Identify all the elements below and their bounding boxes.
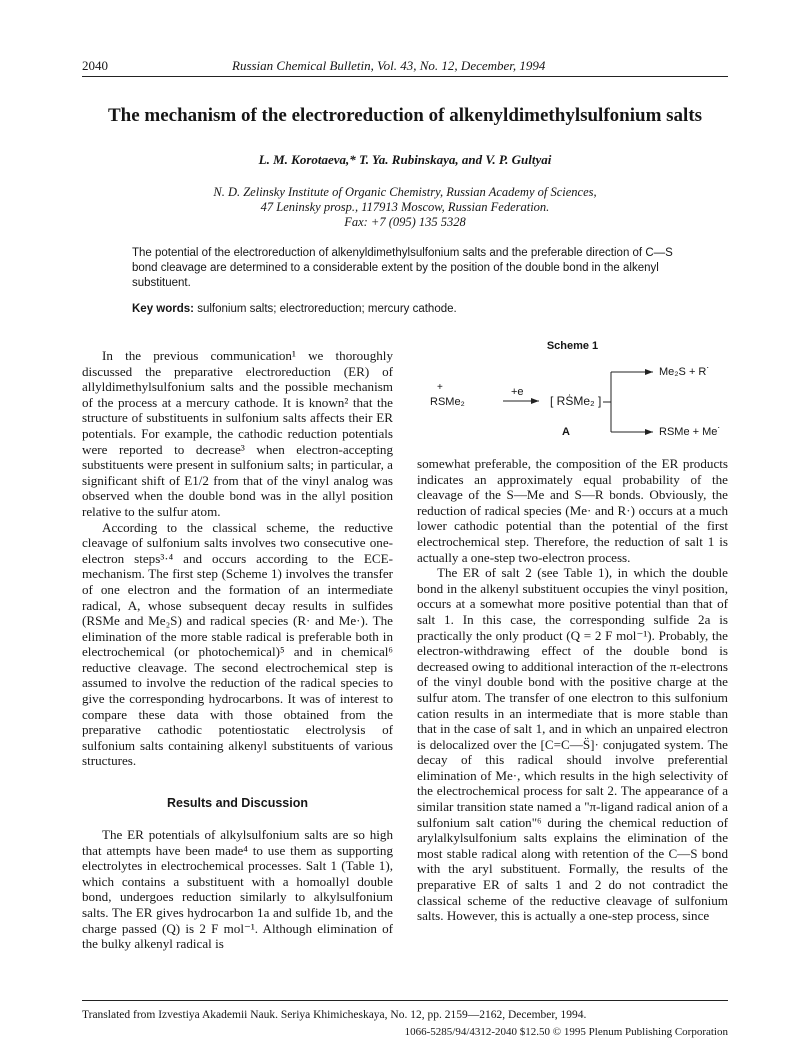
abstract: The potential of the electroreduction of alkenyldimethylsulfonium salts and the preferable direction of C—S bond cleavage are determined to a considerable extent by the position of the double bond in the alkenyl substituent. bbox=[132, 247, 673, 289]
scheme-title: Scheme 1 bbox=[546, 340, 599, 352]
keywords-label: Key words: bbox=[132, 303, 194, 315]
reactant-charge: + bbox=[437, 382, 443, 393]
keywords-text: sulfonium salts; electroreduction; mercury cathode. bbox=[197, 303, 457, 315]
translation-note: Translated from Izvestiya Akademii Nauk. Seriya Khimicheskaya, No. 12, pp. 2159—2162, December, 1994. bbox=[82, 1009, 587, 1021]
journal-citation: Russian Chemical Bulletin, Vol. 43, No. 12, December, 1994 bbox=[232, 58, 546, 73]
body-paragraph: The ER potentials of alkylsulfonium salts are so high that attempts have been made⁴ to use them as supporting electrolytes in electrochemical processes. Salt 1 (Table 1), which contains a substituent with a homoallyl double bond, undergoes reduction similarly to alkylsulfonium salts. The ER gives hydrocarbon 1a and sulfide 1b, and the charge passed (Q) is 2 F mol⁻¹. Although elimination of the bulky alkenyl radical is bbox=[82, 827, 393, 952]
intermediate: [ RṠMe₂ ] bbox=[550, 394, 602, 408]
keywords bbox=[132, 303, 678, 315]
paper-title: The mechanism of the electroreduction of alkenyldimethylsulfonium salts bbox=[107, 105, 703, 126]
author-list: L. M. Korotaeva,* T. Ya. Rubinskaya, and V. P. Gultyai bbox=[258, 152, 552, 167]
affiliation-line: Fax: +7 (095) 135 5328 bbox=[344, 215, 466, 229]
footer bbox=[82, 1000, 728, 1038]
body-paragraph: somewhat preferable, the composition of the ER products indicates an approximately equal probability of the cleavage of the S—Me and S—R bonds. Obviously, the reduction of radical species (Me· and R·) occurs at a much lower cathodic potential than the potential of the first electrochemical step. Therefore, the reduction of salt 1 is actually a one-step two-electron process. bbox=[417, 456, 728, 565]
left-column-top bbox=[82, 348, 393, 769]
body-paragraph: According to the classical scheme, the reductive cleavage of sulfonium salts involves two consecutive one-electron steps³·⁴ and occurs according to the ECE-mechanism. The first step (Scheme 1) involves the transfer of one electron and the formation of an intermediate radical, A, whose subsequent decay results in sulfides (RSMe and Me₂S) and radical species (R· and Me·). The elimination of the more stable radical is preferable both in electrochemical (or photochemical)⁵ and in chemical⁶ reductive cleavage. The second electrochemical step is assumed to involve the reduction of the radical species to give the corresponding hydrocarbons. It was of interest to compare these data with those obtained from the preparative cathodic potentiostatic electrolysis of sulfonium salts containing alkenyl substituents of various structures. bbox=[82, 519, 393, 769]
reaction-scheme bbox=[417, 340, 728, 450]
affiliation bbox=[82, 185, 728, 230]
intermediate-label: A bbox=[562, 426, 570, 438]
reactant: RSMe₂ bbox=[430, 396, 465, 408]
arrow-label: +e bbox=[511, 386, 524, 398]
body-paragraph: In the previous communication¹ we thoroughly discussed the preparative electroreduction (ER) of allyldimethylsulfonium salts and the possible mechanism of the process at a mercury cathode. It is known² that the structure of substituents in sulfonium salts affects their ER potentials. For example, the cathodic reduction potentials were reported to decrease³ when electron-accepting substituents were present in sulfonium salts; in particular, a significant shift of E1/2 from that of the vinyl analog was observed when the double bond was in the allyl position relative to the sulfur atom. bbox=[82, 348, 393, 519]
product-bottom: RSMe + Me˙ bbox=[659, 426, 722, 438]
copyright-line: 1066-5285/94/4312-2040 $12.50 © 1995 Plenum Publishing Corporation bbox=[404, 1026, 728, 1038]
running-header bbox=[82, 58, 728, 77]
left-column-bottom bbox=[82, 827, 393, 952]
body-paragraph: The ER of salt 2 (see Table 1), in which the double bond in the alkenyl substituent occupies the vinyl position, occurs at a somewhat more positive potential than that of salt 1. In this case, the corresponding sulfide 2a is practically the only product (Q = 2 F mol⁻¹). Probably, the electron-withdrawing effect of the double bond is decreased owing to additional interaction of the π-electrons of the vinyl double bond with the positive charge at the sulfur atom. The transfer of one electron to this sulfonium cation results in an intermediate that is more stable than that in the case of salt 1, and in which an unpaired electron is delocalized over the [C=C—S̈]· conjugated system. The decay of this radical should involve preferential elimination of Me·, which results in the high selectivity of the electrochemical process for salt 2. The appearance of a similar transition state named a "π-ligand radical anion of a sulfonium salt cation"⁶ during the chemical reduction of arylalkylsulfonium salts explains the elimination of the most stable radical along with retention of the C—S bond with the aryl substituent. Formally, the results of the preparative ER of salts 1 and 2 do not contradict the classical scheme of the reductive cleavage of sulfonium salts. However, this is actually a one-step process, since bbox=[417, 565, 728, 924]
affiliation-line: N. D. Zelinsky Institute of Organic Chemistry, Russian Academy of Sciences, bbox=[213, 185, 597, 199]
section-heading: Results and Discussion bbox=[166, 796, 308, 810]
scheme-arrows bbox=[417, 340, 728, 450]
page-number: 2040 bbox=[82, 58, 108, 73]
affiliation-line: 47 Leninsky prosp., 117913 Moscow, Russian Federation. bbox=[260, 200, 550, 214]
right-column bbox=[417, 456, 728, 924]
product-top: Me₂S + R˙ bbox=[659, 366, 711, 378]
